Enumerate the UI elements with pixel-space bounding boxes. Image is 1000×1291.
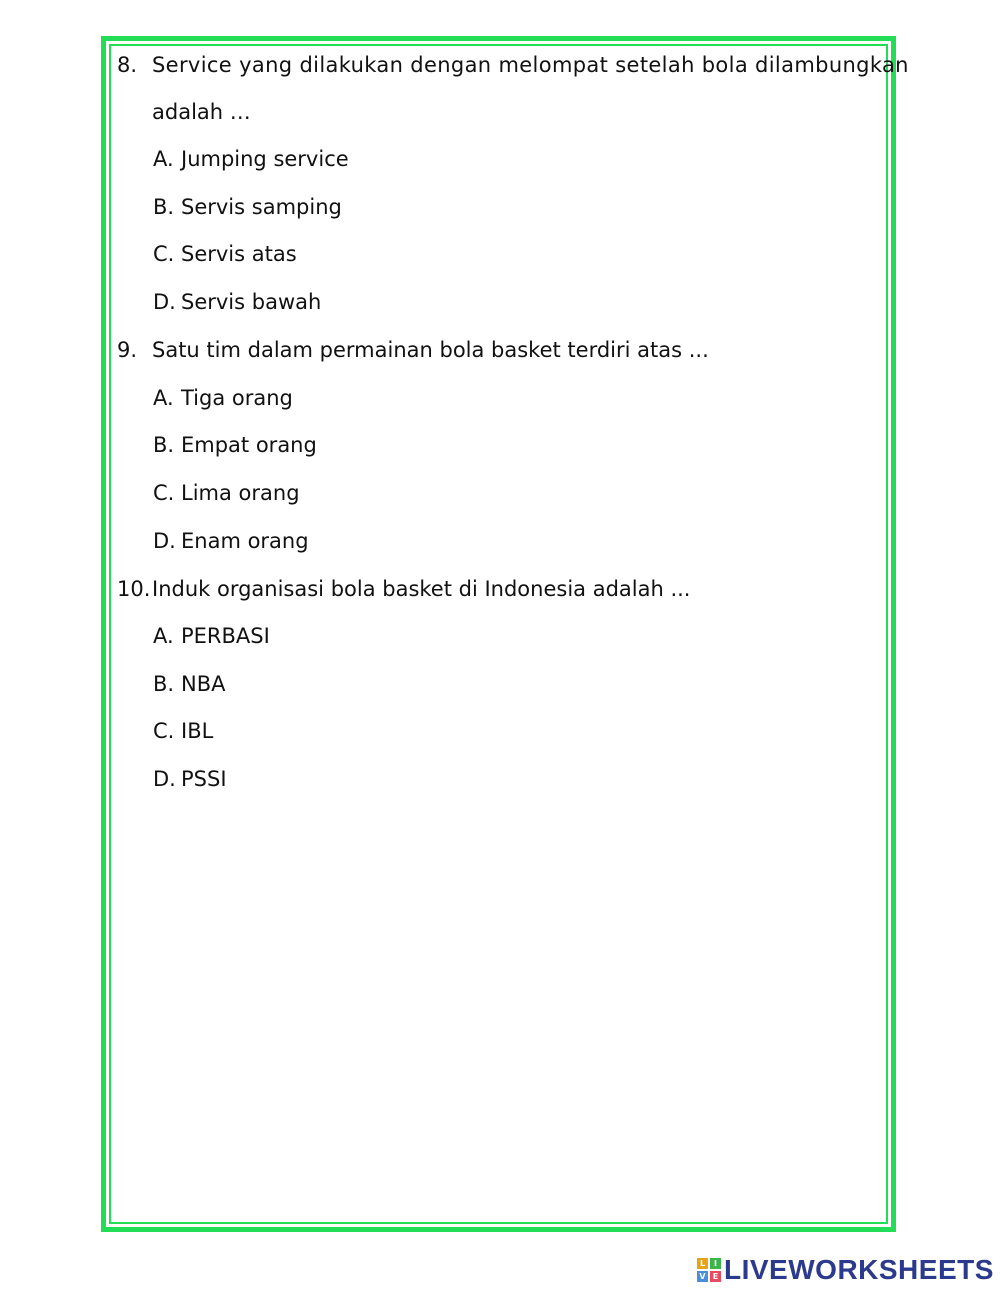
option-text: Servis atas [181,242,297,266]
option-letter: C. [153,481,175,505]
option-10b[interactable] [153,672,225,696]
option-letter: B. [153,672,175,696]
question-number: 10. [117,577,151,601]
question-text: Service yang dilakukan dengan melompat setelah bola dilambungkan [152,53,909,77]
option-8b[interactable] [153,195,342,219]
option-text: PERBASI [181,624,270,648]
option-letter: A. [153,147,174,171]
option-text: Empat orang [181,433,317,457]
liveworksheets-logo[interactable] [697,1255,994,1285]
option-letter: D. [153,767,176,791]
question-number: 9. [117,338,138,362]
option-9d[interactable] [153,529,309,553]
option-text: Enam orang [181,529,309,553]
question-text-continued: adalah … [152,100,251,124]
option-letter: C. [153,719,175,743]
option-text: Lima orang [181,481,300,505]
option-text: Tiga orang [181,386,293,410]
option-8a[interactable] [153,147,349,171]
option-text: Servis samping [181,195,342,219]
option-text: IBL [181,719,214,743]
logo-block-e: E [710,1271,721,1282]
option-9c[interactable] [153,481,300,505]
option-9b[interactable] [153,433,317,457]
option-letter: A. [153,386,174,410]
option-8d[interactable] [153,290,321,314]
logo-text: LIVEWORKSHEETS [724,1254,994,1285]
option-text: NBA [181,672,226,696]
option-text: PSSI [181,767,227,791]
option-text: Servis bawah [181,290,322,314]
logo-blocks-icon [697,1258,721,1282]
option-letter: B. [153,195,175,219]
logo-block-v: V [697,1271,708,1282]
option-letter: C. [153,242,175,266]
option-letter: B. [153,433,175,457]
logo-block-l: L [697,1258,708,1269]
option-10c[interactable] [153,719,213,743]
question-text: Satu tim dalam permainan bola basket terdiri atas ... [152,338,709,362]
option-letter: A. [153,624,174,648]
option-9a[interactable] [153,386,293,410]
option-letter: D. [153,529,176,553]
option-10a[interactable] [153,624,270,648]
question-number: 8. [117,53,138,77]
option-text: Jumping service [181,147,349,171]
question-text: Induk organisasi bola basket di Indonesia adalah ... [152,577,691,601]
option-letter: D. [153,290,176,314]
logo-block-i: I [710,1258,721,1269]
option-8c[interactable] [153,242,297,266]
option-10d[interactable] [153,767,227,791]
